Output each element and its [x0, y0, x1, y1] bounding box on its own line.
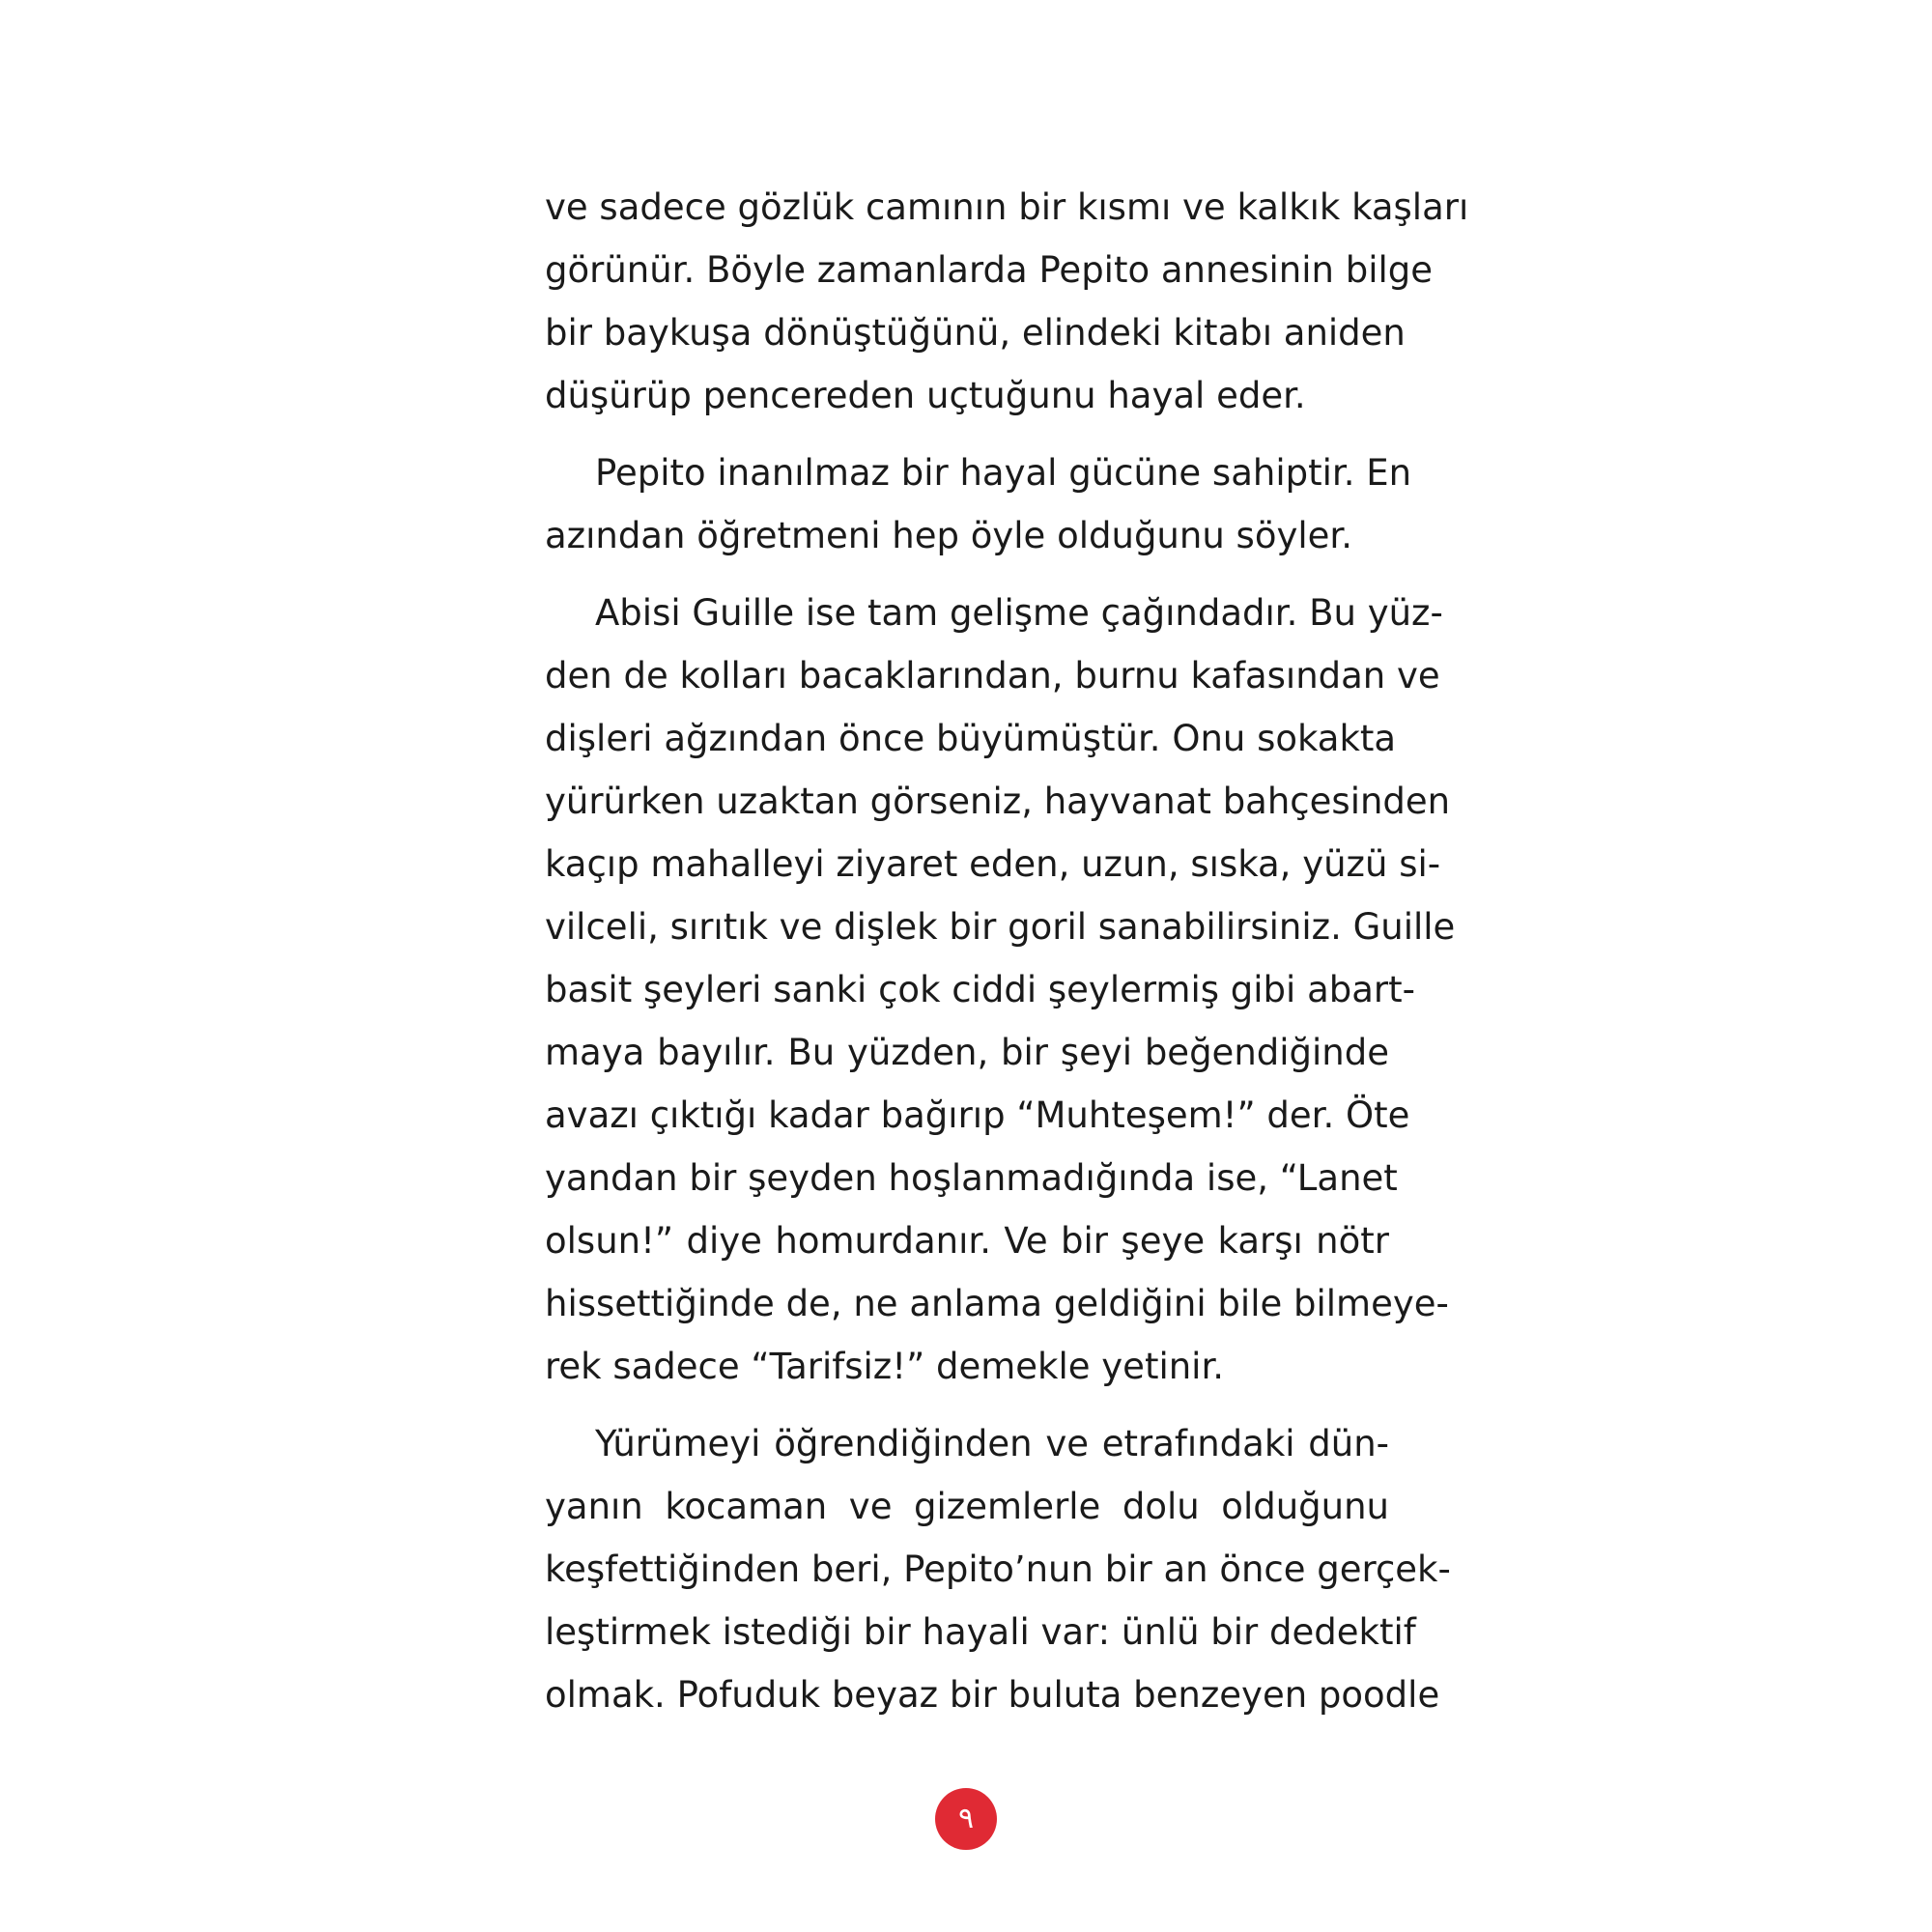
- text-line: bir baykuşa dönüştüğünü, elindeki kitabı aniden: [545, 312, 1406, 354]
- text-line: rek sadece “Tarifsiz!” demekle yetinir.: [545, 1346, 1225, 1387]
- paragraph-1: [545, 176, 1469, 427]
- text-line: dişleri ağzından önce büyümüştür. Onu sokakta: [545, 718, 1397, 759]
- text-line: yürürken uzaktan görseniz, hayvanat bahçesinden: [545, 781, 1451, 822]
- text-line: hissettiğinde de, ne anlama geldiğini bile bilmeye-: [545, 1283, 1449, 1324]
- text-line: maya bayılır. Bu yüzden, bir şeyi beğendiğinde: [545, 1032, 1389, 1073]
- text-line: görünür. Böyle zamanlarda Pepito annesinin bilge: [545, 249, 1434, 291]
- text-line: düşürüp pencereden uçtuğunu hayal eder.: [545, 375, 1306, 416]
- page-number-badge: ٩: [935, 1788, 997, 1850]
- text-line: azından öğretmeni hep öyle olduğunu söyler.: [545, 515, 1352, 556]
- paragraph-4: [545, 1412, 1451, 1726]
- text-line: olsun!” diye homurdanır. Ve bir şeye karşı nötr: [545, 1220, 1389, 1262]
- text-line: kaçıp mahalleyi ziyaret eden, uzun, sıska, yüzü si-: [545, 843, 1441, 885]
- text-line: Pepito inanılmaz bir hayal gücüne sahiptir. En: [595, 452, 1412, 494]
- text-line: yanın kocaman ve gizemlerle dolu olduğunu: [545, 1486, 1389, 1527]
- text-line: leştirmek istediği bir hayali var: ünlü bir dedektif: [545, 1611, 1416, 1653]
- text-line: yandan bir şeyden hoşlanmadığında ise, “Lanet: [545, 1157, 1398, 1199]
- text-line: avazı çıktığı kadar bağırıp “Muhteşem!” der. Öte: [545, 1094, 1410, 1136]
- body-text: [545, 176, 1469, 1726]
- text-line: Abisi Guille ise tam gelişme çağındadır. Bu yüz-: [595, 592, 1443, 634]
- text-line: den de kolları bacaklarından, burnu kafasından ve: [545, 655, 1440, 696]
- text-line: Yürümeyi öğrendiğinden ve etrafındaki dün-: [595, 1423, 1389, 1464]
- text-line: vilceli, sırıtık ve dişlek bir goril sanabilirsiniz. Guille: [545, 906, 1456, 948]
- text-line: ve sadece gözlük camının bir kısmı ve kalkık kaşları: [545, 186, 1469, 228]
- text-line: keşfettiğinden beri, Pepito’nun bir an önce gerçek-: [545, 1548, 1451, 1590]
- text-line: basit şeyleri sanki çok ciddi şeylermiş gibi abart-: [545, 969, 1415, 1010]
- paragraph-3: [545, 582, 1456, 1398]
- paragraph-2: [545, 441, 1412, 567]
- text-line: olmak. Pofuduk beyaz bir buluta benzeyen poodle: [545, 1674, 1440, 1716]
